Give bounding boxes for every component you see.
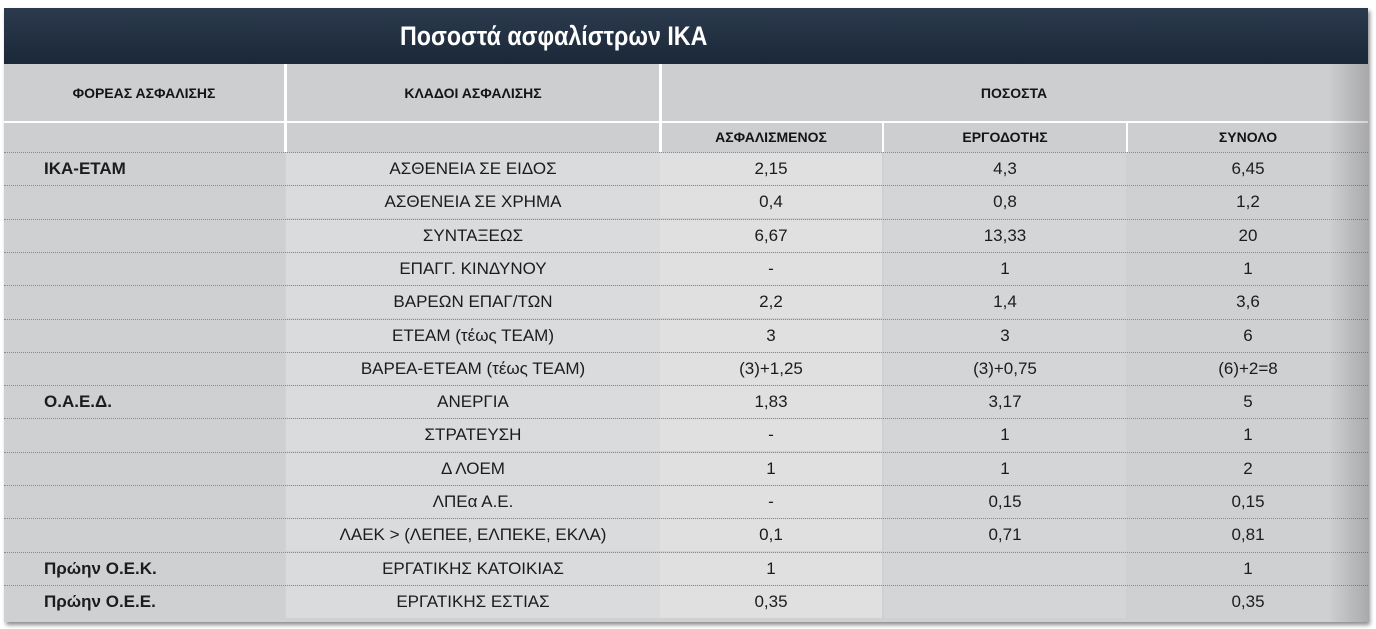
table-row [4, 585, 1368, 618]
cell-foreas: ΙΚΑ-ΕΤΑΜ [44, 159, 126, 178]
cell-synolo: 6 [1128, 320, 1368, 352]
header-divider [882, 123, 884, 152]
cell-synolo: 1 [1128, 553, 1368, 585]
table-title-bar [4, 8, 1368, 64]
cell-foreas [4, 486, 284, 518]
cell-klados: ΒΑΡΕΩΝ ΕΠΑΓ/ΤΩΝ [286, 286, 660, 318]
cell-ergodotis: 1 [884, 419, 1126, 451]
table-row [4, 185, 1368, 218]
header-divider [287, 121, 659, 123]
cell-klados: ΛΑΕΚ > (ΛΕΠΕΕ, ΕΛΠΕΚΕ, ΕΚΛΑ) [286, 519, 660, 551]
table-row [4, 152, 1368, 185]
header-divider [659, 64, 662, 152]
cell-asfalismenos: 2,15 [660, 153, 882, 185]
cell-asfalismenos: 0,4 [660, 186, 882, 218]
header-pososta: ΠΟΣΟΣΤΑ [980, 84, 1048, 101]
cell-ergodotis [884, 586, 1126, 618]
cell-synolo: 0,81 [1128, 519, 1368, 551]
cell-asfalismenos: 2,2 [660, 286, 882, 318]
cell-asfalismenos: 6,67 [660, 220, 882, 252]
cell-synolo: 6,45 [1128, 153, 1368, 185]
cell-synolo: 2 [1128, 453, 1368, 485]
cell-asfalismenos: 1 [660, 553, 882, 585]
cell-klados: ΕΤΕΑΜ (τέως ΤΕΑΜ) [286, 320, 660, 352]
cell-asfalismenos: 1,83 [660, 386, 882, 418]
table-row [4, 452, 1368, 485]
cell-ergodotis: 1 [884, 253, 1126, 285]
cell-foreas: Πρώην Ο.Ε.Κ. [44, 558, 157, 578]
cell-ergodotis: 1,4 [884, 286, 1126, 318]
header-foreas: ΦΟΡΕΑΣ ΑΣΦΑΛΙΣΗΣ [72, 84, 216, 101]
header-kladoi: ΚΛΑΔΟΙ ΑΣΦΑΛΙΣΗΣ [404, 84, 542, 101]
header-row-sub [4, 122, 1368, 152]
cell-ergodotis: (3)+0,75 [884, 353, 1126, 385]
cell-foreas [4, 320, 284, 352]
cell-klados: ΒΑΡΕΑ-ΕΤΕΑΜ (τέως ΤΕΑΜ) [286, 353, 660, 385]
cell-synolo: 5 [1128, 386, 1368, 418]
table-row [4, 319, 1368, 352]
cell-synolo: 20 [1128, 220, 1368, 252]
cell-klados: ΑΣΘΕΝΕΙΑ ΣΕ ΕΙΔΟΣ [286, 153, 660, 185]
cell-ergodotis: 13,33 [884, 220, 1126, 252]
table-row [4, 219, 1368, 252]
header-divider [1126, 123, 1128, 152]
header-asfalismenos: ΑΣΦΑΛΙΣΜΕΝΟΣ [715, 128, 827, 145]
cell-foreas: Πρώην Ο.Ε.Ε. [44, 591, 156, 611]
insurance-rates-table [4, 8, 1368, 622]
cell-klados: ΕΡΓΑΤΙΚΗΣ ΕΣΤΙΑΣ [286, 586, 660, 618]
cell-ergodotis: 0,71 [884, 519, 1126, 551]
cell-foreas [4, 286, 284, 318]
cell-klados: ΑΣΘΕΝΕΙΑ ΣΕ ΧΡΗΜΑ [286, 186, 660, 218]
cell-synolo: 0,35 [1128, 586, 1368, 618]
cell-ergodotis: 1 [884, 453, 1126, 485]
cell-ergodotis: 3 [884, 320, 1126, 352]
cell-synolo: 1,2 [1128, 186, 1368, 218]
cell-asfalismenos: - [660, 419, 882, 451]
cell-synolo: 1 [1128, 253, 1368, 285]
cell-foreas [4, 353, 284, 385]
cell-klados: Δ ΛΟΕΜ [286, 453, 660, 485]
cell-foreas [4, 419, 284, 451]
cell-asfalismenos: (3)+1,25 [660, 353, 882, 385]
header-synolo: ΣΥΝΟΛΟ [1218, 128, 1278, 145]
header-divider [4, 121, 284, 123]
cell-klados: ΕΠΑΓΓ. ΚΙΝΔΥΝΟΥ [286, 253, 660, 285]
cell-synolo: (6)+2=8 [1128, 353, 1368, 385]
cell-asfalismenos: 0,35 [660, 586, 882, 618]
cell-foreas [4, 186, 284, 218]
cell-ergodotis: 0,8 [884, 186, 1126, 218]
cell-synolo: 0,15 [1128, 486, 1368, 518]
table-row [4, 418, 1368, 451]
cell-foreas [4, 220, 284, 252]
cell-foreas: Ο.Α.Ε.Δ. [44, 392, 112, 412]
header-ergodotis: ΕΡΓΟΔΟΤΗΣ [962, 128, 1048, 145]
cell-synolo: 1 [1128, 419, 1368, 451]
cell-asfalismenos: 1 [660, 453, 882, 485]
table-title: Ποσοστά ασφαλίστρων ΙΚΑ [400, 21, 708, 51]
cell-klados: ΑΝΕΡΓΙΑ [286, 386, 660, 418]
table-row [4, 518, 1368, 551]
cell-asfalismenos: - [660, 486, 882, 518]
cell-ergodotis: 3,17 [884, 386, 1126, 418]
cell-klados: ΕΡΓΑΤΙΚΗΣ ΚΑΤΟΙΚΙΑΣ [286, 553, 660, 585]
cell-asfalismenos: - [660, 253, 882, 285]
cell-ergodotis: 4,3 [884, 153, 1126, 185]
table-row [4, 352, 1368, 385]
table-row [4, 552, 1368, 585]
cell-asfalismenos: 0,1 [660, 519, 882, 551]
cell-synolo: 3,6 [1128, 286, 1368, 318]
cell-ergodotis [884, 553, 1126, 585]
cell-foreas [4, 519, 284, 551]
table-row [4, 285, 1368, 318]
cell-ergodotis: 0,15 [884, 486, 1126, 518]
table-row [4, 252, 1368, 285]
header-row-main [4, 64, 1368, 122]
cell-foreas [4, 253, 284, 285]
table-row [4, 485, 1368, 518]
cell-klados: ΣΥΝΤΑΞΕΩΣ [286, 220, 660, 252]
header-divider [284, 64, 287, 152]
cell-foreas [4, 453, 284, 485]
cell-asfalismenos: 3 [660, 320, 882, 352]
header-divider [662, 121, 1368, 123]
table-row [4, 385, 1368, 418]
cell-klados: ΛΠΕα Α.Ε. [286, 486, 660, 518]
cell-klados: ΣΤΡΑΤΕΥΣΗ [286, 419, 660, 451]
